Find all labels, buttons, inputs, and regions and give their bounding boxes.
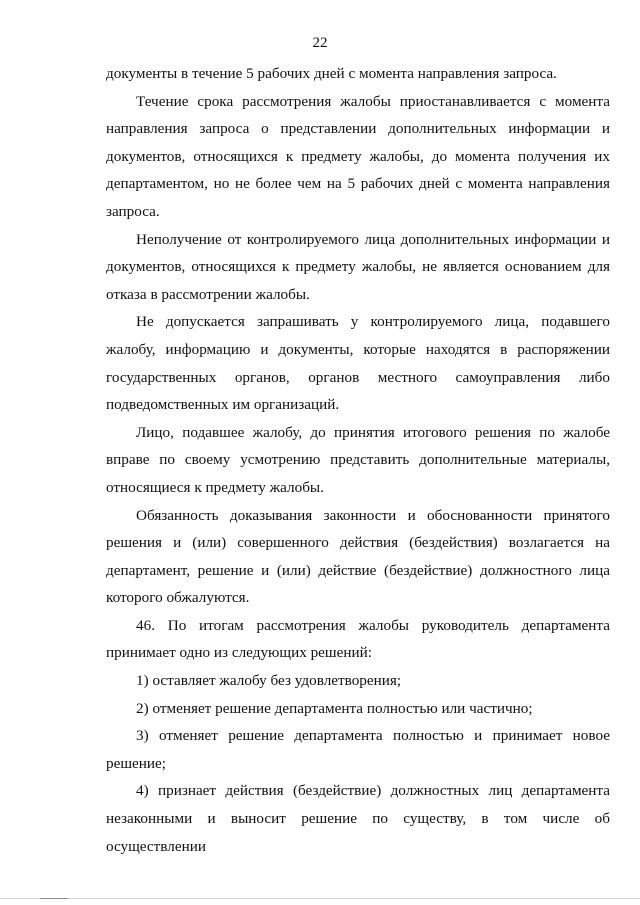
paragraph-burden-of-proof: Обязанность доказывания законности и обоснованности принятого решения и (или) совершенного действия (бездействия) возлагается на департамент, решение и (или) действие (бездействие) должностного лица которого обжалуются. bbox=[106, 506, 610, 607]
page-bottom-divider bbox=[0, 898, 640, 899]
paragraph-continuation: документы в течение 5 рабочих дней с момента направления запроса. bbox=[106, 65, 557, 82]
list-item-1: 1) оставляет жалобу без удовлетворения; bbox=[136, 672, 402, 690]
page-number: 22 bbox=[312, 35, 328, 51]
list-item-2: 2) отменяет решение департамента полностью или частично; bbox=[136, 699, 533, 717]
paragraph-section-46: 46. По итогам рассмотрения жалобы руководитель департамента принимает одно из следующих решений: bbox=[106, 616, 610, 662]
paragraph-additional-materials: Лицо, подавшее жалобу, до принятия итогового решения по жалобе вправе по своему усмотрению представить дополнительные материалы, относящиеся к предмету жалобы. bbox=[106, 423, 610, 496]
list-item-4: 4) признает действия (бездействие) должностных лиц департамента незаконными и выносит решение по существу, в том числе об осуществлении bbox=[106, 782, 610, 855]
list-item-3: 3) отменяет решение департамента полностью и принимает новое решение; bbox=[106, 727, 610, 772]
paragraph-non-receipt: Неполучение от контролируемого лица дополнительных информации и документов, относящихся к предмету жалобы, не является основанием для отказа в рассмотрении жалобы. bbox=[106, 230, 610, 303]
paragraph-suspension-term: Течение срока рассмотрения жалобы приостанавливается с момента направления запроса о представлении дополнительных информации и документов, относящихся к предмету жалобы, до момента получения их департаментом, но не более чем на 5 рабочих дней с момента направления запроса. bbox=[106, 92, 610, 220]
paragraph-request-prohibition: Не допускается запрашивать у контролируемого лица, подавшего жалобу, информацию и документы, которые находятся в распоряжении государственных органов, органов местного самоуправления либо подведомственных им организаций. bbox=[106, 313, 610, 414]
page-bottom-mark bbox=[40, 898, 68, 899]
document-body bbox=[106, 60, 610, 860]
